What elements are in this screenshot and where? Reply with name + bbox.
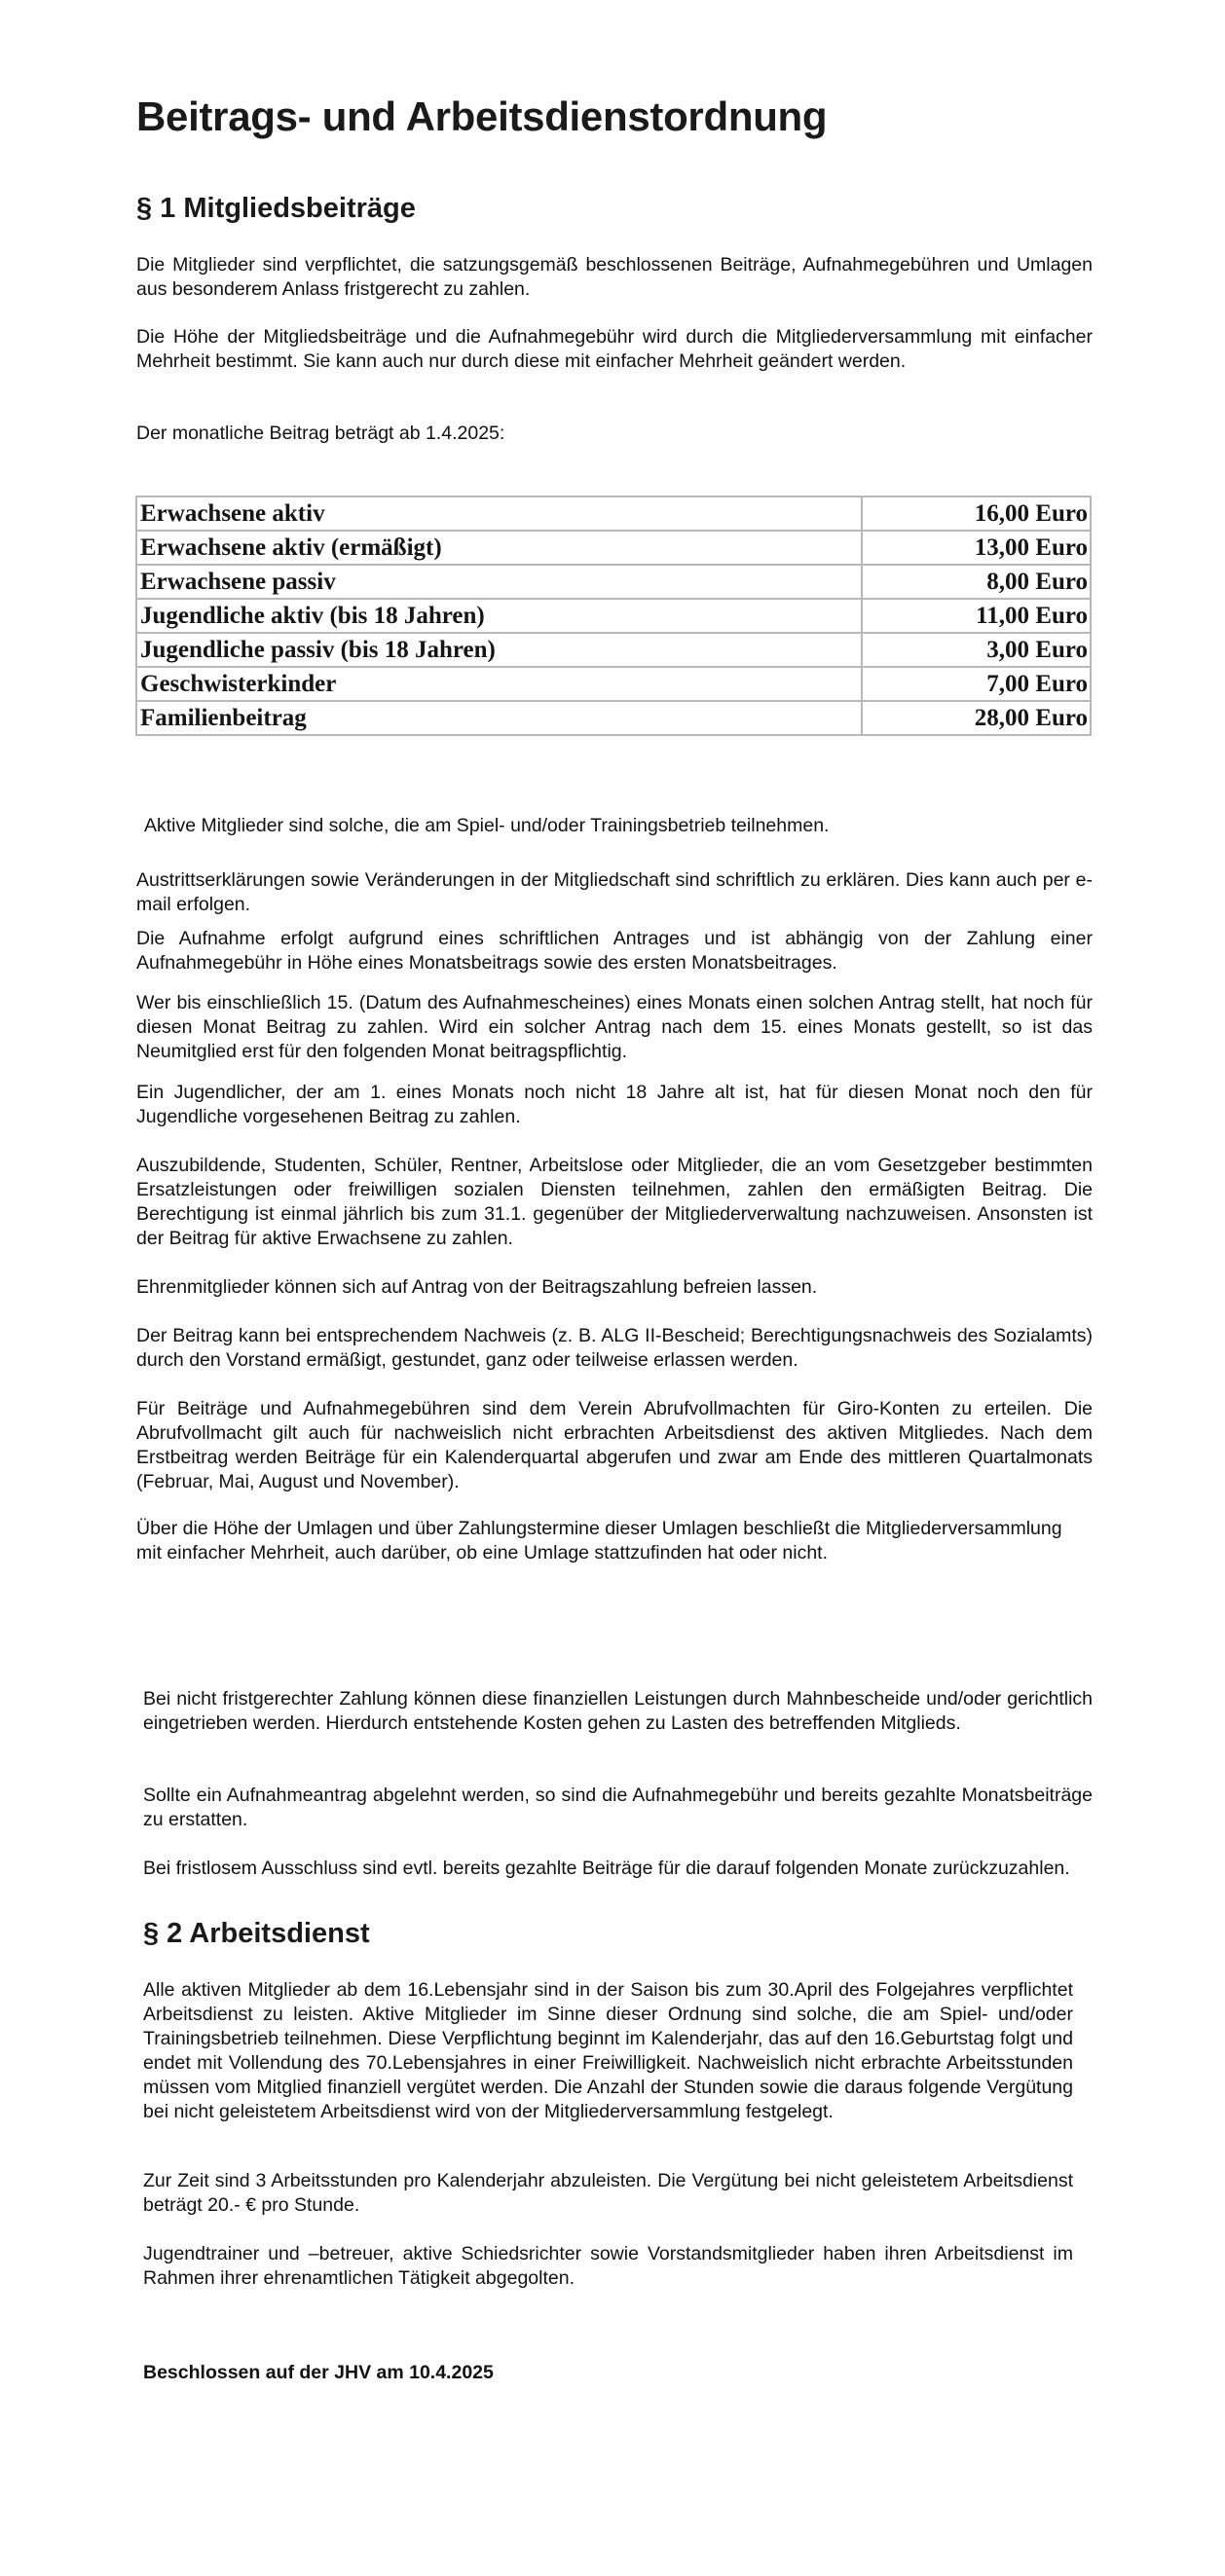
document-title: Beitrags- und Arbeitsdienstordnung bbox=[136, 93, 828, 139]
paragraph-levies: Über die Höhe der Umlagen und über Zahlungstermine dieser Umlagen beschließt die Mitgliederversammlung mit einfacher Mehrheit, auch darüber, ob eine Umlage stattzufinden hat oder nicht. bbox=[136, 1518, 1062, 1564]
table-row bbox=[136, 633, 1091, 667]
fee-amount: 16,00 Euro bbox=[862, 497, 1091, 531]
fee-category: Geschwisterkinder bbox=[136, 667, 862, 701]
paragraph-work-exemption: Jugendtrainer und –betreuer, aktive Schiedsrichter sowie Vorstandsmitglieder haben ihren Arbeitsdienst im Rahmen ihrer ehrenamtlichen Tätigkeit abgegolten. bbox=[143, 2243, 1073, 2289]
paragraph-hardship: Der Beitrag kann bei entsprechendem Nachweis (z. B. ALG II-Bescheid; Berechtigungsnachweis des Sozialamts) durch den Vorstand ermäßigt, gestundet, ganz oder teilweise erlassen werden. bbox=[136, 1325, 1093, 1371]
fee-amount: 8,00 Euro bbox=[862, 565, 1091, 599]
fee-amount: 3,00 Euro bbox=[862, 633, 1091, 667]
paragraph-honorary: Ehrenmitglieder können sich auf Antrag von der Beitragszahlung befreien lassen. bbox=[136, 1276, 818, 1298]
fee-table bbox=[135, 496, 1092, 736]
table-row bbox=[136, 565, 1091, 599]
table-row bbox=[136, 667, 1091, 701]
fee-amount: 11,00 Euro bbox=[862, 599, 1091, 633]
section-2-heading: § 2 Arbeitsdienst bbox=[143, 1918, 370, 1949]
paragraph-resignation: Austrittserklärungen sowie Veränderungen in der Mitgliedschaft sind schriftlich zu erklären. Dies kann auch per e-mail erfolgen. bbox=[136, 869, 1093, 915]
paragraph-1-2: Die Höhe der Mitgliedsbeiträge und die Aufnahmegebühr wird durch die Mitgliederversammlung mit einfacher Mehrheit bestimmt. Sie kann auch nur durch diese mit einfacher Mehrheit geändert werden. bbox=[136, 326, 1093, 372]
table-row bbox=[136, 497, 1091, 531]
paragraph-admission-date: Wer bis einschließlich 15. (Datum des Aufnahmescheines) eines Monats einen solchen Antrag stellt, hat noch für diesen Monat Beitrag zu zahlen. Wird ein solcher Antrag nach dem 15. eines Monats gestellt, so ist das Neumitglied erst für den folgenden Monat beitragspflichtig. bbox=[136, 992, 1093, 1062]
table-row bbox=[136, 701, 1091, 735]
paragraph-rejection: Sollte ein Aufnahmeantrag abgelehnt werden, so sind die Aufnahmegebühr und bereits gezahlte Monatsbeiträge zu erstatten. bbox=[143, 1785, 1093, 1830]
paragraph-youth: Ein Jugendlicher, der am 1. eines Monats noch nicht 18 Jahre alt ist, hat für diesen Monat noch den für Jugendliche vorgesehenen Beitrag zu zahlen. bbox=[136, 1082, 1093, 1127]
active-members-note: Aktive Mitglieder sind solche, die am Spiel- und/oder Trainingsbetrieb teilnehmen. bbox=[144, 815, 830, 836]
paragraph-admission: Die Aufnahme erfolgt aufgrund eines schriftlichen Antrages und ist abhängig von der Zahlung einer Aufnahmegebühr in Höhe eines Monatsbeitrags sowie des ersten Monatsbeitrages. bbox=[136, 928, 1093, 974]
fee-amount: 28,00 Euro bbox=[862, 701, 1091, 735]
fee-category: Familienbeitrag bbox=[136, 701, 862, 735]
paragraph-expulsion: Bei fristlosem Ausschluss sind evtl. bereits gezahlte Beiträge für die darauf folgenden Monate zurückzuzahlen. bbox=[143, 1858, 1070, 1879]
fee-category: Erwachsene passiv bbox=[136, 565, 862, 599]
fee-amount: 13,00 Euro bbox=[862, 531, 1091, 565]
table-row bbox=[136, 599, 1091, 633]
fee-category: Erwachsene aktiv (ermäßigt) bbox=[136, 531, 862, 565]
fee-category: Jugendliche aktiv (bis 18 Jahren) bbox=[136, 599, 862, 633]
paragraph-direct-debit: Für Beiträge und Aufnahmegebühren sind dem Verein Abrufvollmachten für Giro-Konten zu erteilen. Die Abrufvollmacht gilt auch für nachweislich nicht erbrachten Arbeitsdienst des aktiven Mitgliedes. Nach dem Erstbeitrag werden Beiträge für ein Kalenderquartal abgerufen und zwar am Ende des mittleren Quartalmonats (Februar, Mai, August und November). bbox=[136, 1398, 1093, 1492]
fee-category: Erwachsene aktiv bbox=[136, 497, 862, 531]
table-row bbox=[136, 531, 1091, 565]
paragraph-reduced: Auszubildende, Studenten, Schüler, Rentner, Arbeitslose oder Mitglieder, die an vom Gesetzgeber bestimmten Ersatzleistungen oder freiwilligen sozialen Diensten teilnehmen, zahlen den ermäßigten Beitrag. Die Berechtigung ist einmal jährlich bis zum 31.1. gegenüber der Mitgliederverwaltung nachzuweisen. Ansonsten ist der Beitrag für aktive Erwachsene zu zahlen. bbox=[136, 1155, 1093, 1249]
section-1-heading: § 1 Mitgliedsbeiträge bbox=[136, 193, 416, 224]
paragraph-work-hours: Zur Zeit sind 3 Arbeitsstunden pro Kalenderjahr abzuleisten. Die Vergütung bei nicht geleistetem Arbeitsdienst beträgt 20.- € pro Stunde. bbox=[143, 2170, 1073, 2216]
paragraph-1-1: Die Mitglieder sind verpflichtet, die satzungsgemäß beschlossenen Beiträge, Aufnahmegebühren und Umlagen aus besonderem Anlass fristgerecht zu zahlen. bbox=[136, 254, 1093, 300]
fee-intro: Der monatliche Beitrag beträgt ab 1.4.2025: bbox=[136, 423, 505, 444]
paragraph-work-duty: Alle aktiven Mitglieder ab dem 16.Lebensjahr sind in der Saison bis zum 30.April des Folgejahres verpflichtet Arbeitsdienst zu leisten. Aktive Mitglieder im Sinne dieser Ordnung sind solche, die am Spiel- und/oder Trainingsbetrieb teilnehmen. Diese Verpflichtung beginnt im Kalenderjahr, das auf den 16.Geburtstag folgt und endet mit Vollendung des 70.Lebensjahres in einer Freiwilligkeit. Nachweislich nicht erbrachte Arbeitsstunden müssen vom Mitglied finanziell vergütet werden. Die Anzahl der Stunden sowie die daraus folgende Vergütung bei nicht geleistetem Arbeitsdienst wird von der Mitgliederversammlung festgelegt. bbox=[143, 1979, 1073, 2122]
resolution-note: Beschlossen auf der JHV am 10.4.2025 bbox=[143, 2362, 494, 2383]
paragraph-late-payment: Bei nicht fristgerechter Zahlung können diese finanziellen Leistungen durch Mahnbescheide und/oder gerichtlich eingetrieben werden. Hierdurch entstehende Kosten gehen zu Lasten des betreffenden Mitglieds. bbox=[143, 1688, 1093, 1734]
fee-category: Jugendliche passiv (bis 18 Jahren) bbox=[136, 633, 862, 667]
fee-amount: 7,00 Euro bbox=[862, 667, 1091, 701]
